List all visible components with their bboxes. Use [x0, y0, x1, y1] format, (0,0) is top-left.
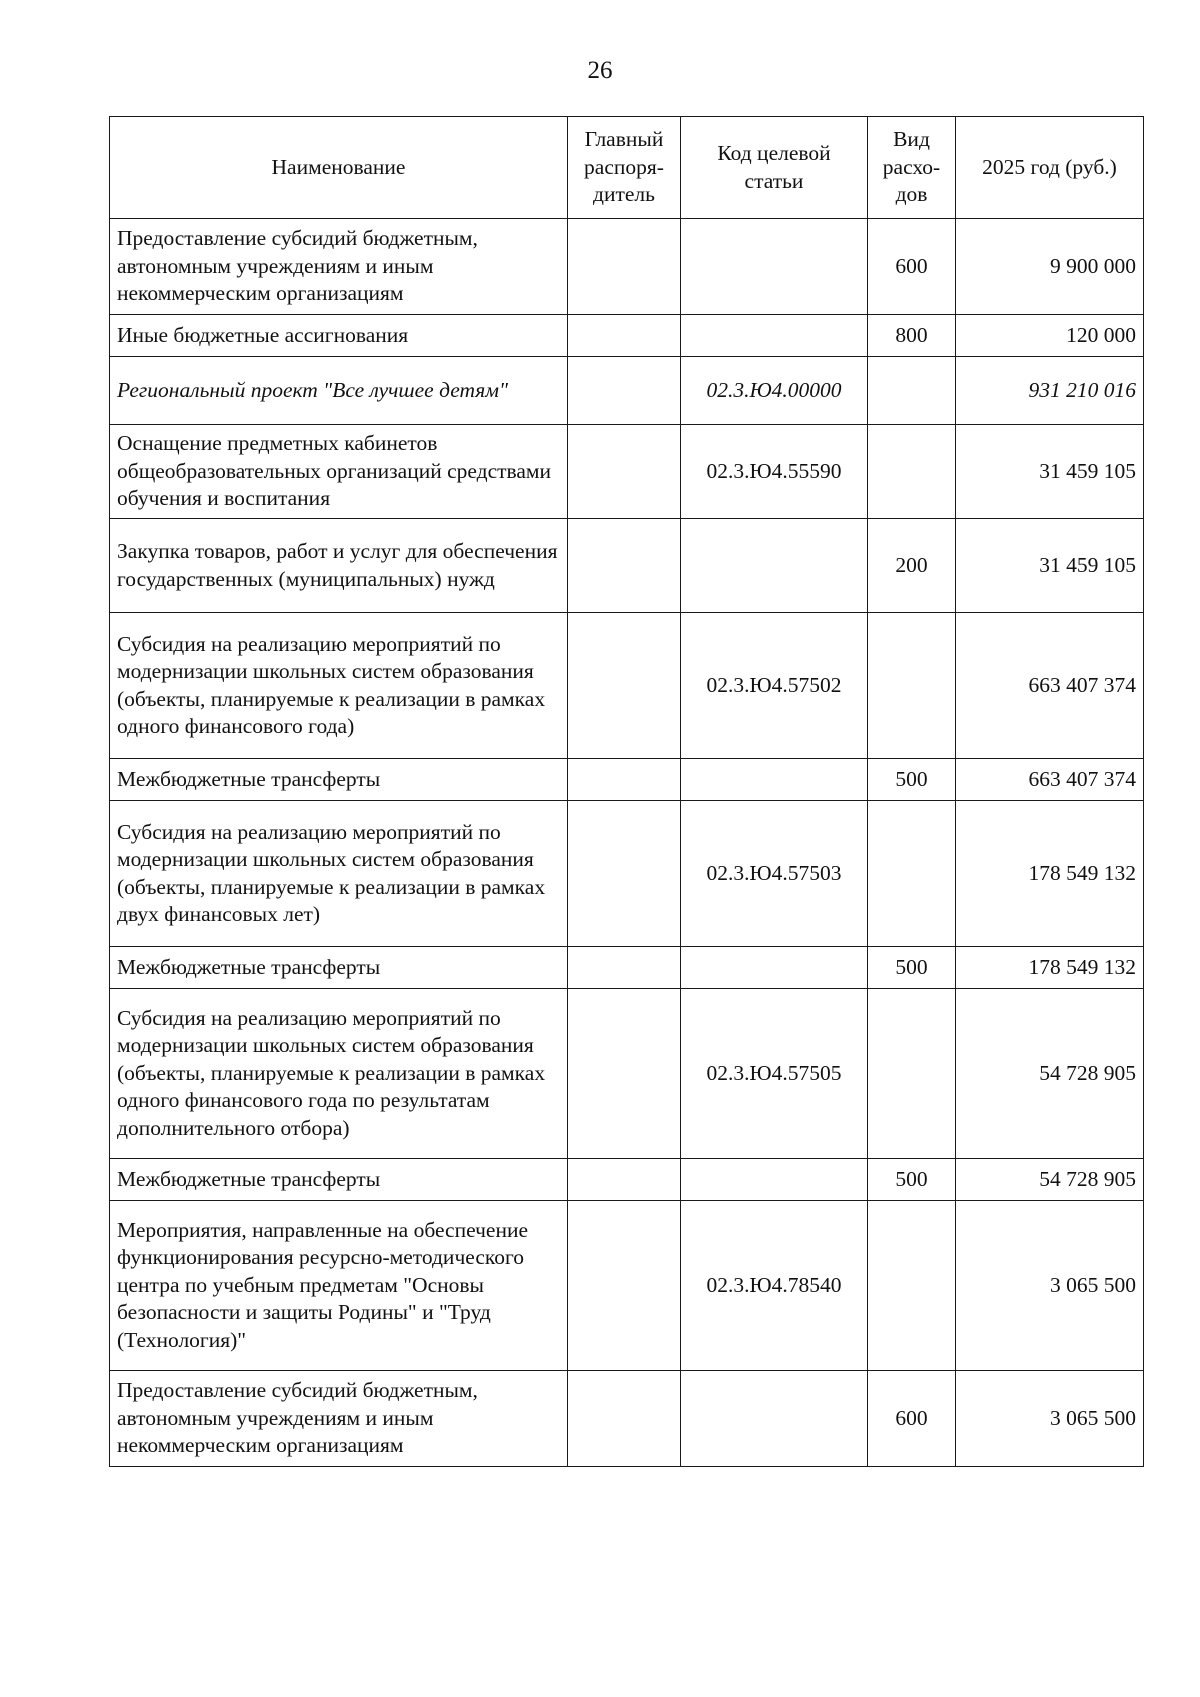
- row-distributor-cell: [568, 519, 681, 613]
- header-name: Наименование: [110, 117, 568, 219]
- row-amount-cell: 54 728 905: [956, 1159, 1144, 1201]
- table-row: [110, 425, 1144, 519]
- row-distributor-cell: [568, 947, 681, 989]
- row-target-code-cell: 02.3.Ю4.57505: [681, 989, 868, 1159]
- row-expense-type-cell: 600: [868, 1371, 956, 1467]
- row-expense-type-cell: [868, 1201, 956, 1371]
- row-name-cell: Оснащение предметных кабинетов общеобразовательных организаций средствами обучения и воспитания: [110, 425, 568, 519]
- table-row: [110, 357, 1144, 425]
- header-amount: 2025 год (руб.): [956, 117, 1144, 219]
- table-row: [110, 1371, 1144, 1467]
- header-expense-type: Вид расхо-дов: [868, 117, 956, 219]
- page-number: 26: [587, 57, 613, 84]
- row-target-code-cell: 02.3.Ю4.57503: [681, 801, 868, 947]
- row-name-cell: Региональный проект "Все лучшее детям": [110, 357, 568, 425]
- row-amount-cell: 931 210 016: [956, 357, 1144, 425]
- row-amount-cell: 663 407 374: [956, 759, 1144, 801]
- table-row: [110, 315, 1144, 357]
- row-amount-cell: 31 459 105: [956, 519, 1144, 613]
- row-name-cell: Иные бюджетные ассигнования: [110, 315, 568, 357]
- header-distributor: Главный распоря-дитель: [568, 117, 681, 219]
- budget-table: [109, 116, 1144, 1467]
- row-target-code-cell: 02.3.Ю4.78540: [681, 1201, 868, 1371]
- row-name-cell: Мероприятия, направленные на обеспечение функционирования ресурсно-методического центра по учебным предметам "Основы безопасности и защиты Родины" и "Труд (Технология)": [110, 1201, 568, 1371]
- row-amount-cell: 663 407 374: [956, 613, 1144, 759]
- row-expense-type-cell: [868, 425, 956, 519]
- table-row: [110, 947, 1144, 989]
- row-name-cell: Субсидия на реализацию мероприятий по модернизации школьных систем образования (объекты, планируемые к реализации в рамках одного финансового года): [110, 613, 568, 759]
- row-distributor-cell: [568, 989, 681, 1159]
- row-distributor-cell: [568, 613, 681, 759]
- row-target-code-cell: 02.3.Ю4.55590: [681, 425, 868, 519]
- header-target-code: Код целевой статьи: [681, 117, 868, 219]
- row-expense-type-cell: 800: [868, 315, 956, 357]
- row-name-cell: Закупка товаров, работ и услуг для обеспечения государственных (муниципальных) нужд: [110, 519, 568, 613]
- table-row: [110, 219, 1144, 315]
- row-distributor-cell: [568, 1201, 681, 1371]
- row-distributor-cell: [568, 1159, 681, 1201]
- row-target-code-cell: [681, 519, 868, 613]
- table-row: [110, 1201, 1144, 1371]
- table-row: [110, 519, 1144, 613]
- row-target-code-cell: 02.3.Ю4.00000: [681, 357, 868, 425]
- row-expense-type-cell: 200: [868, 519, 956, 613]
- row-expense-type-cell: 500: [868, 759, 956, 801]
- row-amount-cell: 178 549 132: [956, 801, 1144, 947]
- row-expense-type-cell: [868, 801, 956, 947]
- row-target-code-cell: [681, 1371, 868, 1467]
- row-target-code-cell: [681, 219, 868, 315]
- row-name-cell: Предоставление субсидий бюджетным, автономным учреждениям и иным некоммерческим организациям: [110, 219, 568, 315]
- row-distributor-cell: [568, 759, 681, 801]
- row-target-code-cell: [681, 315, 868, 357]
- row-amount-cell: 9 900 000: [956, 219, 1144, 315]
- row-target-code-cell: [681, 759, 868, 801]
- row-name-cell: Предоставление субсидий бюджетным, автономным учреждениям и иным некоммерческим организациям: [110, 1371, 568, 1467]
- row-amount-cell: 3 065 500: [956, 1371, 1144, 1467]
- row-name-cell: Субсидия на реализацию мероприятий по модернизации школьных систем образования (объекты, планируемые к реализации в рамках двух финансовых лет): [110, 801, 568, 947]
- row-distributor-cell: [568, 1371, 681, 1467]
- row-target-code-cell: 02.3.Ю4.57502: [681, 613, 868, 759]
- table-body: [110, 219, 1144, 1467]
- row-amount-cell: 54 728 905: [956, 989, 1144, 1159]
- row-expense-type-cell: 600: [868, 219, 956, 315]
- row-name-cell: Субсидия на реализацию мероприятий по модернизации школьных систем образования (объекты, планируемые к реализации в рамках одного финансового года по результатам дополнительного отбора): [110, 989, 568, 1159]
- row-expense-type-cell: [868, 357, 956, 425]
- row-amount-cell: 3 065 500: [956, 1201, 1144, 1371]
- table-row: [110, 1159, 1144, 1201]
- row-expense-type-cell: [868, 989, 956, 1159]
- row-distributor-cell: [568, 219, 681, 315]
- table-row: [110, 759, 1144, 801]
- row-amount-cell: 31 459 105: [956, 425, 1144, 519]
- row-amount-cell: 178 549 132: [956, 947, 1144, 989]
- table-row: [110, 989, 1144, 1159]
- table-header-row: [110, 117, 1144, 219]
- table-row: [110, 613, 1144, 759]
- row-distributor-cell: [568, 425, 681, 519]
- row-distributor-cell: [568, 801, 681, 947]
- table-row: [110, 801, 1144, 947]
- row-distributor-cell: [568, 315, 681, 357]
- row-name-cell: Межбюджетные трансферты: [110, 947, 568, 989]
- row-expense-type-cell: 500: [868, 947, 956, 989]
- row-name-cell: Межбюджетные трансферты: [110, 1159, 568, 1201]
- row-target-code-cell: [681, 1159, 868, 1201]
- row-target-code-cell: [681, 947, 868, 989]
- row-expense-type-cell: [868, 613, 956, 759]
- row-expense-type-cell: 500: [868, 1159, 956, 1201]
- row-amount-cell: 120 000: [956, 315, 1144, 357]
- row-distributor-cell: [568, 357, 681, 425]
- row-name-cell: Межбюджетные трансферты: [110, 759, 568, 801]
